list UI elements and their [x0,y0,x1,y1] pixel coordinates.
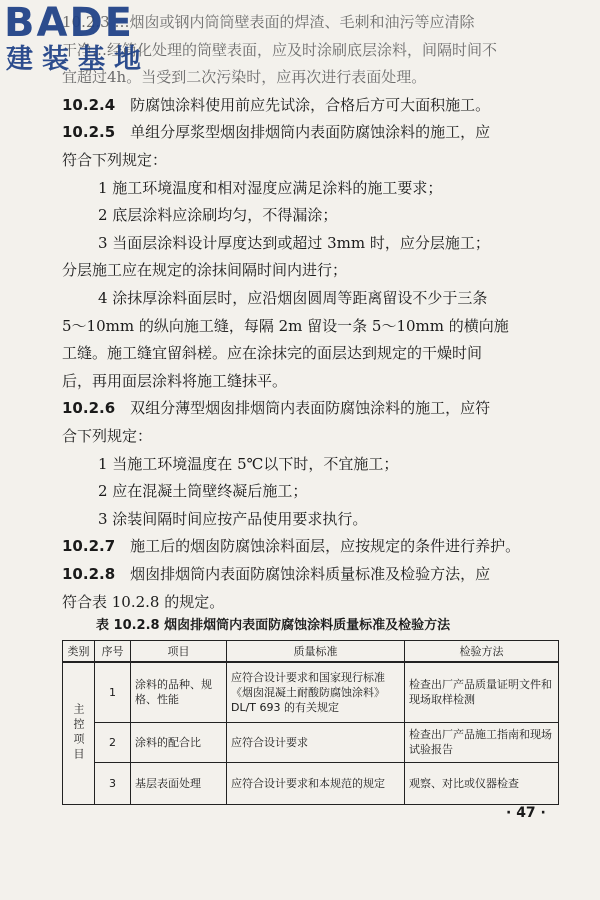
line-text: 5～10mm 的纵向施工缝，每隔 2m 留设一条 5～10mm 的横向施 [62,317,509,335]
row-standard: 应符合设计要求和国家现行标准《烟囱混凝土耐酸防腐蚀涂料》DL/T 693 的有关规定 [227,662,405,722]
text-line [62,398,490,418]
row-item: 涂料的配合比 [131,722,227,762]
line-text: 4 涂抹厚涂料面层时，应沿烟囱圆周等距离留设不少于三条 [98,289,488,307]
text-line [62,95,490,115]
line-text: 1 施工环境温度和相对湿度应满足涂料的施工要求； [98,179,443,197]
text-line [98,288,487,308]
page-number: · 47 · [506,805,546,821]
line-text: 单组分厚浆型烟囱排烟筒内表面防腐蚀涂料的施工，应 [130,123,491,141]
row-method: 观察、对比或仪器检查 [405,762,559,804]
text-line [98,233,490,253]
header-category: 类别 [63,641,95,663]
line-text: 合下列规定： [62,427,153,445]
text-line [98,205,337,225]
line-text: 2 底层涂料应涂刷均匀，不得漏涂； [98,206,338,224]
text-line [62,426,152,446]
text-line [62,536,520,556]
row-number: 1 [95,662,131,722]
line-text: 烟囱排烟筒内表面防腐蚀涂料质量标准及检验方法，应 [130,565,491,583]
table-caption: 表 10.2.8 烟囱排烟筒内表面防腐蚀涂料质量标准及检验方法 [96,618,451,633]
line-text: 宜超过4h。当受到二次污染时，应再次进行表面处理。 [62,68,427,86]
header-method: 检验方法 [405,641,559,663]
header-seq: 序号 [95,641,131,663]
line-text: 后，再用面层涂料将施工缝抹平。 [62,372,288,390]
row-item: 基层表面处理 [131,762,227,804]
table-header-row [63,641,559,663]
table-row [63,662,559,722]
row-number: 3 [95,762,131,804]
line-text: 3 涂装间隔时间应按产品使用要求执行。 [98,510,368,528]
line-text: 工缝。施工缝宜留斜槎。应在涂抹完的面层达到规定的干燥时间 [62,344,483,362]
text-line [62,150,167,170]
text-line [98,178,442,198]
text-line [98,509,367,529]
row-standard: 应符合设计要求和本规范的规定 [227,762,405,804]
line-text: 双组分薄型烟囱排烟筒内表面防腐蚀涂料的施工，应符 [130,399,491,417]
logo-text-latin: BADE [4,0,134,46]
clause-number: 10.2.6 [62,399,116,417]
text-line [98,481,307,501]
line-text: 分层施工应在规定的涂抹间隔时间内进行； [62,261,348,279]
text-line [62,564,490,584]
header-item: 项目 [131,641,227,663]
line-text: 3 当面层涂料设计厚度达到或超过 3mm 时，应分层施工； [98,234,490,252]
table-row [63,722,559,762]
line-text: 符合下列规定： [62,151,168,169]
text-line [62,371,287,391]
row-method: 检查出厂产品质量证明文件和现场取样检测 [405,662,559,722]
text-line [98,454,398,474]
row-number: 2 [95,722,131,762]
line-text: 1 当施工环境温度在 5℃以下时，不宜施工； [98,455,399,473]
text-line [62,260,347,280]
logo-text-chinese: 建装基地 [6,44,150,75]
quality-standard-table [62,640,559,805]
clause-number: 10.2.7 [62,537,116,555]
header-standard: 质量标准 [227,641,405,663]
line-text: 干净…经简化处理的筒壁表面，应及时涂刷底层涂料，间隔时间不 [62,41,498,59]
line-text: 防腐蚀涂料使用前应先试涂，合格后方可大面积施工。 [130,96,491,114]
clause-number: 10.2.5 [62,123,116,141]
line-text: 符合表 10.2.8 的规定。 [62,593,225,611]
category-cell: 主控项目 [63,662,95,804]
row-item: 涂料的品种、规格、性能 [131,662,227,722]
clause-number: 10.2.4 [62,96,116,114]
line-text: 2 应在混凝土筒壁终凝后施工； [98,482,308,500]
text-line [62,122,490,142]
table-row [63,762,559,804]
text-line [62,592,224,612]
watermark-logo [4,2,174,82]
clause-number: 10.2.8 [62,565,116,583]
row-standard: 应符合设计要求 [227,722,405,762]
line-text: 10.2.3 …烟囱或钢内筒筒壁表面的焊渣、毛刺和油污等应清除 [62,13,475,31]
row-method: 检查出厂产品施工指南和现场试验报告 [405,722,559,762]
line-text: 施工后的烟囱防腐蚀涂料面层，应按规定的条件进行养护。 [130,537,521,555]
text-line [62,316,509,336]
text-line [62,343,482,363]
